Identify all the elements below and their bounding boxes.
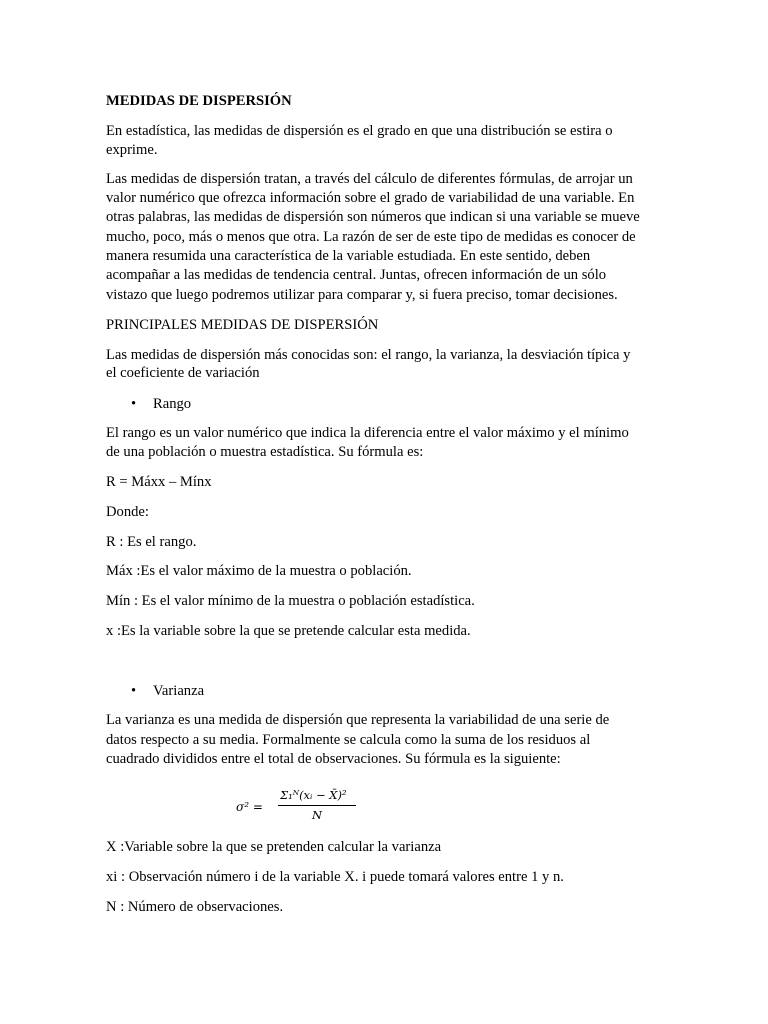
section-heading: PRINCIPALES MEDIDAS DE DISPERSIÓN <box>106 317 379 333</box>
definition-line: Máx :Es el valor máximo de la muestra o población. <box>106 563 412 579</box>
paragraph-line: manera resumida una característica de la variable estudiada. En este sentido, deben <box>106 248 591 264</box>
paragraph-line: otras palabras, las medidas de dispersión son números que indican si una variable se mueve <box>106 209 640 225</box>
definition-line: Mín : Es el valor mínimo de la muestra o población estadística. <box>106 593 475 609</box>
page-title: MEDIDAS DE DISPERSIÓN <box>106 93 292 109</box>
paragraph-line: Las medidas de dispersión tratan, a través del cálculo de diferentes fórmulas, de arrojar un <box>106 171 633 187</box>
formula-numerator: Σ₁ᴺ(xᵢ − X̄)² <box>280 788 347 802</box>
paragraph-line: Las medidas de dispersión más conocidas son: el rango, la varianza, la desviación típica y <box>106 347 631 363</box>
intro-line: En estadística, las medidas de dispersión es el grado en que una distribución se estira o <box>106 123 613 139</box>
paragraph-line: El rango es un valor numérico que indica la diferencia entre el valor máximo y el mínimo <box>106 425 629 441</box>
bullet-icon: • <box>131 396 137 412</box>
definition-line: x :Es la variable sobre la que se pretende calcular esta medida. <box>106 623 471 639</box>
intro-line: exprime. <box>106 142 158 158</box>
paragraph-line: el coeficiente de variación <box>106 365 260 381</box>
bullet-label-rango: Rango <box>153 396 192 412</box>
paragraph-line: vistazo que luego podremos utilizar para comparar y, si fuera preciso, tomar decisiones. <box>106 287 618 303</box>
paragraph-line: datos respecto a su media. Formalmente se calcula como la suma de los residuos al <box>106 732 591 748</box>
paragraph-line: acompañar a las medidas de tendencia central. Juntas, ofrecen información de un sólo <box>106 267 607 283</box>
paragraph-line: de una población o muestra estadística. Su fórmula es: <box>106 444 424 460</box>
paragraph-line: La varianza es una medida de dispersión que representa la variabilidad de una serie de <box>106 712 610 728</box>
formula-denominator: N <box>312 808 323 822</box>
donde-label: Donde: <box>106 504 149 520</box>
variance-formula <box>232 786 352 828</box>
definition-line: X :Variable sobre la que se pretenden calcular la varianza <box>106 839 442 855</box>
paragraph-line: mucho, poco, más o menos que otra. La razón de ser de este tipo de medidas es conocer de <box>106 229 636 245</box>
bullet-icon: • <box>131 683 137 699</box>
range-formula: R = Máxx – Mínx <box>106 474 212 490</box>
paragraph-line: cuadrado divididos entre el total de observaciones. Su fórmula es la siguiente: <box>106 751 561 767</box>
fraction-bar <box>278 805 356 806</box>
definition-line: xi : Observación número i de la variable X. i puede tomará valores entre 1 y n. <box>106 869 564 885</box>
definition-line: R : Es el rango. <box>106 534 197 550</box>
paragraph-line: valor numérico que ofrezca información sobre el grado de variabilidad de una variable. En <box>106 190 635 206</box>
formula-lhs: σ² = <box>236 800 263 814</box>
bullet-label-varianza: Varianza <box>153 683 205 699</box>
definition-line: N : Número de observaciones. <box>106 899 284 915</box>
